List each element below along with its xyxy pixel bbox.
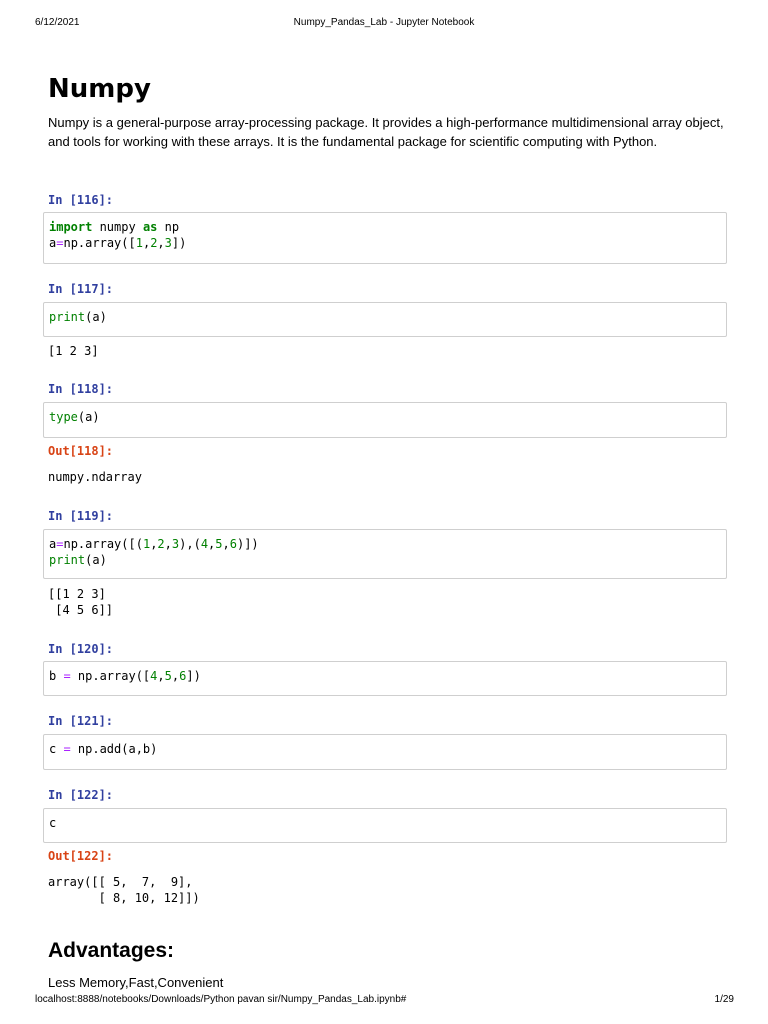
cell-118-out-prompt: Out[118]: — [48, 444, 114, 458]
cell-122-output: array([[ 5, 7, 9], [ 8, 10, 12]]) — [48, 875, 200, 905]
code-token: numpy — [92, 220, 143, 234]
code-token: a — [49, 537, 57, 551]
code-token: np.array([ — [70, 669, 151, 683]
cell-120-input[interactable] — [43, 661, 727, 696]
cell-121-input[interactable] — [43, 734, 727, 770]
code-token: np.array([ — [63, 236, 136, 250]
print-page-number: 1/29 — [714, 994, 734, 1005]
code-token: np — [157, 220, 180, 234]
code-token: (a) — [77, 410, 100, 424]
code-token: 2 — [157, 537, 165, 551]
code-token: (a) — [85, 310, 107, 324]
print-title: Numpy_Pandas_Lab - Jupyter Notebook — [293, 17, 475, 28]
code-token: c — [49, 742, 64, 756]
code-token: (a) — [85, 553, 107, 567]
cell-118-output: numpy.ndarray — [48, 470, 142, 484]
code-token: as — [142, 220, 158, 234]
code-token: 1 — [142, 537, 151, 551]
code-token: , — [164, 537, 172, 551]
code-token: )]) — [236, 537, 259, 551]
print-url: localhost:8888/notebooks/Downloads/Python pavan sir/Numpy_Pandas_Lab.ipynb# — [35, 994, 407, 1005]
code-token: 6 — [229, 537, 237, 551]
code-token: print — [49, 553, 86, 567]
code-token: b — [49, 669, 64, 683]
print-date: 6/12/2021 — [35, 17, 80, 28]
cell-117-output: [1 2 3] — [48, 344, 99, 358]
code-token: , — [222, 537, 230, 551]
cell-122-prompt: In [122]: — [48, 788, 114, 802]
markdown-heading-numpy: Numpy — [48, 74, 151, 104]
code-token: np.array([( — [63, 537, 143, 551]
code-token: 4 — [150, 669, 158, 683]
code-token: , — [142, 236, 151, 250]
code-token: 2 — [150, 236, 158, 250]
code-token: , — [157, 669, 165, 683]
cell-117-prompt: In [117]: — [48, 282, 114, 296]
cell-122-out-prompt: Out[122]: — [48, 849, 114, 863]
code-token: , — [171, 669, 180, 683]
cell-119-output: [[1 2 3] [4 5 6]] — [48, 587, 114, 617]
code-token: import — [49, 220, 93, 234]
cell-116-input[interactable] — [43, 212, 727, 264]
code-token: c — [49, 816, 57, 830]
code-token: , — [157, 236, 165, 250]
code-token: ),( — [179, 537, 201, 551]
cell-120-prompt: In [120]: — [48, 642, 114, 656]
code-token: = — [63, 669, 71, 683]
code-token: a — [49, 236, 57, 250]
code-token: 3 — [171, 537, 180, 551]
code-token: = — [56, 236, 64, 250]
code-token: np.add(a,b) — [70, 742, 158, 756]
cell-117-input[interactable] — [43, 302, 727, 337]
cell-116-prompt: In [116]: — [48, 193, 114, 207]
code-token: 5 — [215, 537, 223, 551]
code-token: 4 — [200, 537, 209, 551]
code-token: , — [150, 537, 158, 551]
markdown-intro: Numpy is a general-purpose array-processing package. It provides a high-performance multidimensional array object, and tools for working with these arrays. It is the fundamental package for scientific computing with Python. — [48, 115, 724, 149]
cell-119-input[interactable] — [43, 529, 727, 579]
cell-122-input[interactable] — [43, 808, 727, 843]
code-token: = — [63, 742, 71, 756]
code-token: 3 — [164, 236, 172, 250]
cell-121-prompt: In [121]: — [48, 714, 114, 728]
cell-119-prompt: In [119]: — [48, 509, 114, 523]
code-token: type — [49, 410, 78, 424]
markdown-heading-advantages: Advantages: — [48, 939, 175, 962]
cell-118-input[interactable] — [43, 402, 727, 438]
code-token: , — [208, 537, 216, 551]
code-token: ]) — [186, 669, 201, 683]
code-token: 6 — [179, 669, 187, 683]
code-token: 5 — [164, 669, 172, 683]
markdown-advantages-text: Less Memory,Fast,Convenient — [48, 975, 224, 990]
code-token: = — [56, 537, 64, 551]
code-token: ]) — [171, 236, 187, 250]
code-token: 1 — [135, 236, 143, 250]
cell-118-prompt: In [118]: — [48, 382, 114, 396]
code-token: print — [49, 310, 86, 324]
